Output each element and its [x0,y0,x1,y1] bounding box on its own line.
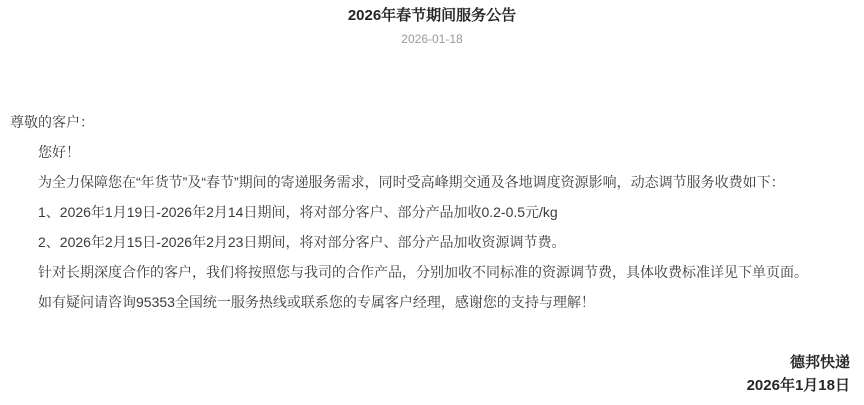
paragraph-long-term-clients: 针对长期深度合作的客户，我们将按照您与我司的合作产品，分别加收不同标准的资源调节费，具体收费标准详见下单页面。 [38,264,808,280]
page-title: 2026年春节期间服务公告 [347,7,517,24]
paragraph-intro: 为全力保障您在“年货节”及“春节”期间的寄递服务需求，同时受高峰期交通及各地调度资源影响，动态调节服务收费如下： [38,174,785,190]
paragraph-item-2: 2、2026年2月15日-2026年2月23日期间，将对部分客户、部分产品加收资源调节费。 [38,234,566,250]
signature-block [10,351,854,397]
paragraph-greeting: 您好！ [38,144,80,160]
publish-date: 2026-01-18 [401,32,463,46]
salutation: 尊敬的客户： [10,114,94,130]
paragraph-item-1: 1、2026年1月19日-2026年2月14日期间，将对部分客户、部分产品加收0.2-0.5元/kg [38,204,558,220]
announcement-body [10,107,854,317]
paragraph-hotline: 如有疑问请咨询95353全国统一服务热线或联系您的专属客户经理，感谢您的支持与理解！ [38,294,595,310]
signature-date: 2026年1月18日 [746,377,850,394]
signature-company: 德邦快递 [789,354,850,371]
